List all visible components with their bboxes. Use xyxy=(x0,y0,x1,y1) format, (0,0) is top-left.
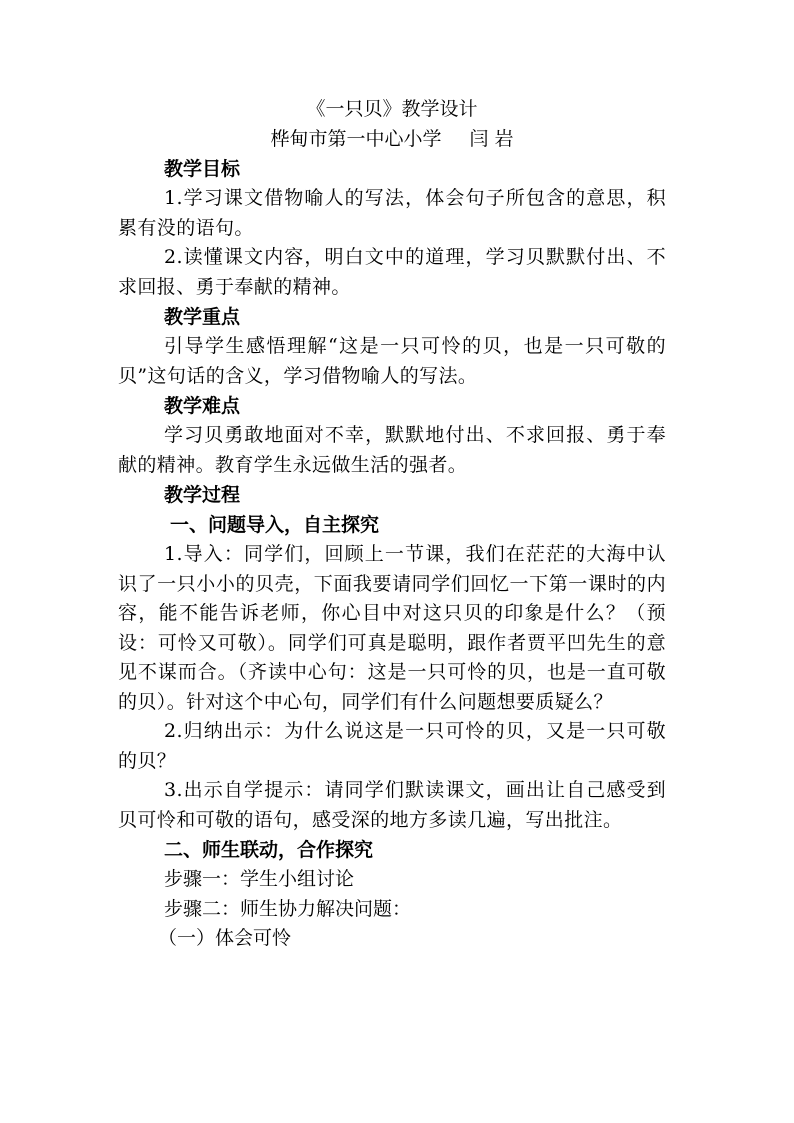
difficult-points-heading: 教学难点 xyxy=(164,395,241,417)
author-line xyxy=(118,124,666,154)
difficult-points-text: 学习贝勇敢地面对不幸，默默地付出、不求回报、勇于奉献的精神。教育学生永远做生活的强者。 xyxy=(118,424,666,476)
objectives-heading: 教学目标 xyxy=(164,158,241,180)
author-name: 闫 岩 xyxy=(469,128,514,150)
part-1-item-1: 1.导入：同学们，回顾上一节课，我们在茫茫的大海中认识了一只小小的贝壳，下面我要请同学们回忆一下第一课时的内容，能不能告诉老师，你心目中对这只贝的印象是什么？（预设：可怜又可敬）。同学们可真是聪明，跟作者贾平凹先生的意见不谋而合。（齐读中心句：这是一只可怜的贝，也是一直可敬的贝）。针对这个中心句，同学们有什么问题想要质疑么？ xyxy=(118,543,666,713)
sub-section-1: （一）体会可怜 xyxy=(158,927,292,949)
key-points-text: 引导学生感悟理解“这是一只可怜的贝，也是一只可敬的贝”这句话的含义，学习借物喻人的写法。 xyxy=(118,335,666,387)
key-points-heading: 教学重点 xyxy=(164,306,241,328)
step-1: 步骤一：学生小组讨论 xyxy=(164,868,355,890)
document-body xyxy=(118,94,666,954)
part-1-item-2: 2.归纳出示：为什么说这是一只可怜的贝，又是一只可敬的贝？ xyxy=(118,720,666,772)
document-title: 《一只贝》教学设计 xyxy=(306,98,478,120)
part-1-heading: 一、问题导入，自主探究 xyxy=(170,514,380,536)
objective-1: 1.学习课文借物喻人的写法，体会句子所包含的意思，积累有没的语句。 xyxy=(118,187,666,239)
objective-2: 2.读懂课文内容，明白文中的道理，学习贝默默付出、不求回报、勇于奉献的精神。 xyxy=(118,246,666,298)
school-name: 桦甸市第一中心小学 xyxy=(270,128,442,150)
part-1-item-3: 3.出示自学提示：请同学们默读课文，画出让自己感受到贝可怜和可敬的语句，感受深的地方多读几遍，写出批注。 xyxy=(118,779,666,831)
part-2-heading: 二、师生联动，合作探究 xyxy=(164,839,374,861)
process-heading: 教学过程 xyxy=(164,484,241,506)
step-2: 步骤二：师生协力解决问题： xyxy=(164,897,412,920)
